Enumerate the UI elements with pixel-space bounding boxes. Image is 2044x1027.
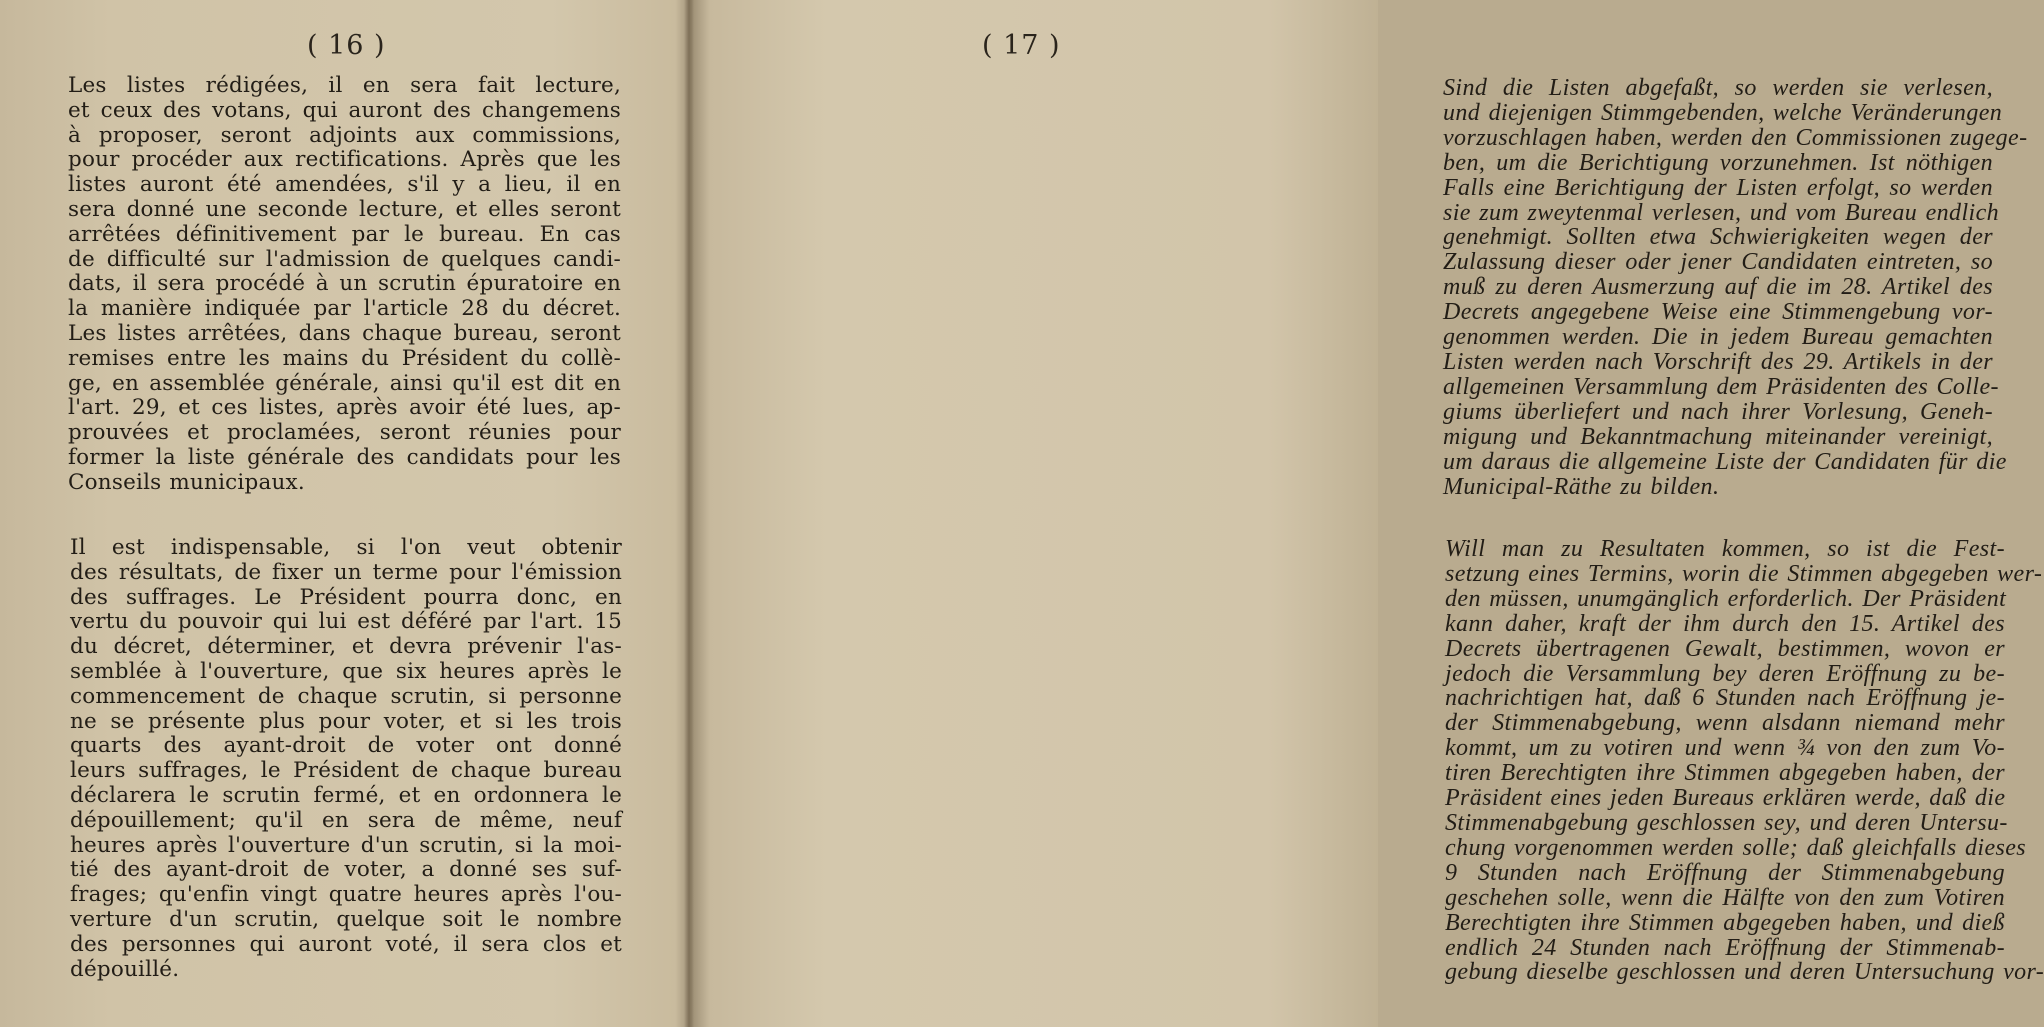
text-line: heures après l'ouverture d'un scrutin, si la moi- — [70, 832, 622, 858]
right-page — [690, 0, 2044, 1027]
text-line: kann daher, kraft der ihm durch den 15. Artikel des — [1445, 610, 2005, 637]
text-line: semblée à l'ouverture, que six heures après le — [70, 658, 622, 684]
text-line: ben, um die Berichtigung vorzunehmen. Ist nöthigen — [1443, 149, 1993, 176]
text-line: des résultats, de fixer un terme pour l'émission — [70, 559, 622, 585]
text-line: tiren Berechtigten ihre Stimmen abgegeben haben, der — [1445, 760, 2005, 787]
text-line: allgemeinen Versammlung dem Präsidenten des Colle- — [1443, 373, 1999, 400]
paragraph-fr-1 — [68, 74, 621, 496]
text-line: Il est indispensable, si l'on veut obtenir — [70, 535, 622, 560]
text-line: Les listes arrêtées, dans chaque bureau, seront — [68, 320, 621, 346]
text-line: prouvées et proclamées, seront réunies pour — [68, 420, 621, 446]
text-line: chung vorgenommen werden solle; daß gleichfalls dieses — [1445, 834, 2027, 861]
text-line: déclarera le scrutin fermé, et en ordonnera le — [70, 782, 622, 808]
text-line: Berechtigten ihre Stimmen abgegeben haben, und dieß — [1445, 909, 2005, 936]
text-line: kommt, um zu votiren und wenn ¾ von den zum Vo- — [1445, 735, 2005, 762]
text-line: sera donné une seconde lecture, et elles seront — [68, 196, 621, 222]
text-line: um daraus die allgemeine Liste der Candidaten für die — [1443, 448, 2007, 475]
text-line: Listen werden nach Vorschrift des 29. Artikels in der — [1443, 348, 1993, 375]
text-line: nachrichtigen hat, daß 6 Stunden nach Eröffnung je- — [1445, 685, 2005, 712]
text-line: und diejenigen Stimmgebenden, welche Veränderungen — [1443, 99, 2003, 126]
text-line: 9 Stunden nach Eröffnung der Stimmenabgebung — [1445, 859, 2005, 886]
text-line: pour procéder aux rectifications. Après que les — [68, 147, 621, 173]
text-line: des suffrages. Le Président pourra donc, en — [70, 584, 622, 610]
page-number-left: ( 16 ) — [307, 30, 386, 61]
text-line: genehmigt. Sollten etwa Schwierigkeiten wegen der — [1443, 224, 1993, 251]
text-line: Zulassung dieser oder jener Candidaten eintreten, so — [1443, 249, 1993, 276]
text-line: vertu du pouvoir qui lui est déféré par l'art. 15 — [70, 609, 622, 635]
text-line: Decrets angegebene Weise eine Stimmengebung vor- — [1443, 299, 1993, 326]
text-line: verture d'un scrutin, quelque soit le nombre — [70, 906, 622, 932]
text-line: la manière indiquée par l'article 28 du décret. — [68, 296, 621, 322]
paragraph-de-2 — [1445, 536, 2044, 986]
left-page — [0, 0, 688, 1027]
text-line: geschehen solle, wenn die Hälfte von den zum Votiren — [1445, 884, 2005, 911]
text-line: sie zum zweytenmal verlesen, und vom Bureau endlich — [1443, 199, 2000, 226]
text-line: der Stimmenabgebung, wenn alsdann niemand mehr — [1445, 710, 2005, 737]
text-line: Decrets übertragenen Gewalt, bestimmen, wovon er — [1445, 635, 2005, 662]
text-line: et ceux des votans, qui auront des changemens — [68, 97, 621, 123]
text-line: à proposer, seront adjoints aux commissions, — [68, 122, 621, 148]
text-line: den müssen, unumgänglich erforderlich. Der Präsident — [1445, 585, 2007, 612]
text-line: des personnes qui auront voté, il sera clos et — [70, 931, 622, 957]
text-line: frages; qu'enfin vingt quatre heures après l'ou- — [70, 882, 622, 908]
text-line: ne se présente plus pour voter, et si les trois — [70, 708, 622, 734]
text-line: endlich 24 Stunden nach Eröffnung der Stimmenab- — [1445, 934, 2005, 961]
text-line: Will man zu Resultaten kommen, so ist die Fest- — [1445, 536, 2005, 562]
text-line: du décret, déterminer, et devra prévenir l'as- — [70, 634, 622, 660]
text-line: arrêtées définitivement par le bureau. En cas — [68, 221, 621, 247]
paragraph-de-1 — [1443, 75, 2028, 500]
text-line: genommen werden. Die in jedem Bureau gemachten — [1443, 324, 1993, 351]
text-line: gebung dieselbe geschlossen und deren Untersuchung vor- — [1445, 959, 2044, 986]
text-line: l'art. 29, et ces listes, après avoir été lues, ap- — [68, 395, 621, 421]
text-line: giums überliefert und nach ihrer Vorlesung, Geneh- — [1443, 398, 1993, 425]
text-line: ge, en assemblée générale, ainsi qu'il est dit en — [68, 370, 621, 396]
text-line: remises entre les mains du Président du collè- — [68, 345, 621, 371]
text-line: leurs suffrages, le Président de chaque bureau — [70, 758, 622, 784]
text-line: Falls eine Berichtigung der Listen erfolgt, so werden — [1443, 174, 1993, 201]
text-line: setzung eines Termins, worin die Stimmen abgegeben wer- — [1445, 560, 2043, 587]
text-line: migung und Bekanntmachung miteinander vereinigt, — [1443, 423, 1993, 450]
text-line: tié des ayant-droit de voter, a donné ses suf- — [70, 857, 622, 883]
text-line: vorzuschlagen haben, werden den Commissionen zugege- — [1443, 124, 2028, 151]
text-line: jedoch die Versammlung bey deren Eröffnung zu be- — [1445, 660, 2005, 687]
page-number-right: ( 17 ) — [982, 30, 1061, 61]
text-line: commencement de chaque scrutin, si personne — [70, 683, 622, 709]
text-line: Sind die Listen abgefaßt, so werden sie verlesen, — [1443, 75, 1993, 101]
text-line: Stimmenabgebung geschlossen sey, und deren Untersu- — [1445, 809, 2008, 836]
text-line: dats, il sera procédé à un scrutin épuratoire en — [68, 271, 621, 297]
text-line: Präsident eines jeden Bureaus erklären werde, daß die — [1445, 785, 2006, 812]
text-line: dépouillement; qu'il en sera de même, neuf — [70, 807, 622, 833]
text-line: Les listes rédigées, il en sera fait lecture, — [68, 73, 621, 98]
text-line: Municipal-Räthe zu bilden. — [1443, 473, 1720, 500]
text-line: muß zu deren Ausmerzung auf die im 28. Artikel des — [1443, 274, 1993, 301]
text-line: de difficulté sur l'admission de quelques candi- — [68, 246, 621, 272]
text-line: dépouillé. — [70, 956, 180, 982]
text-line: former la liste générale des candidats pour les — [68, 444, 621, 470]
text-line: listes auront été amendées, s'il y a lieu, il en — [68, 172, 621, 198]
paragraph-fr-2 — [70, 536, 622, 982]
text-line: Conseils municipaux. — [68, 469, 305, 495]
text-line: quarts des ayant-droit de voter ont donné — [70, 733, 622, 759]
